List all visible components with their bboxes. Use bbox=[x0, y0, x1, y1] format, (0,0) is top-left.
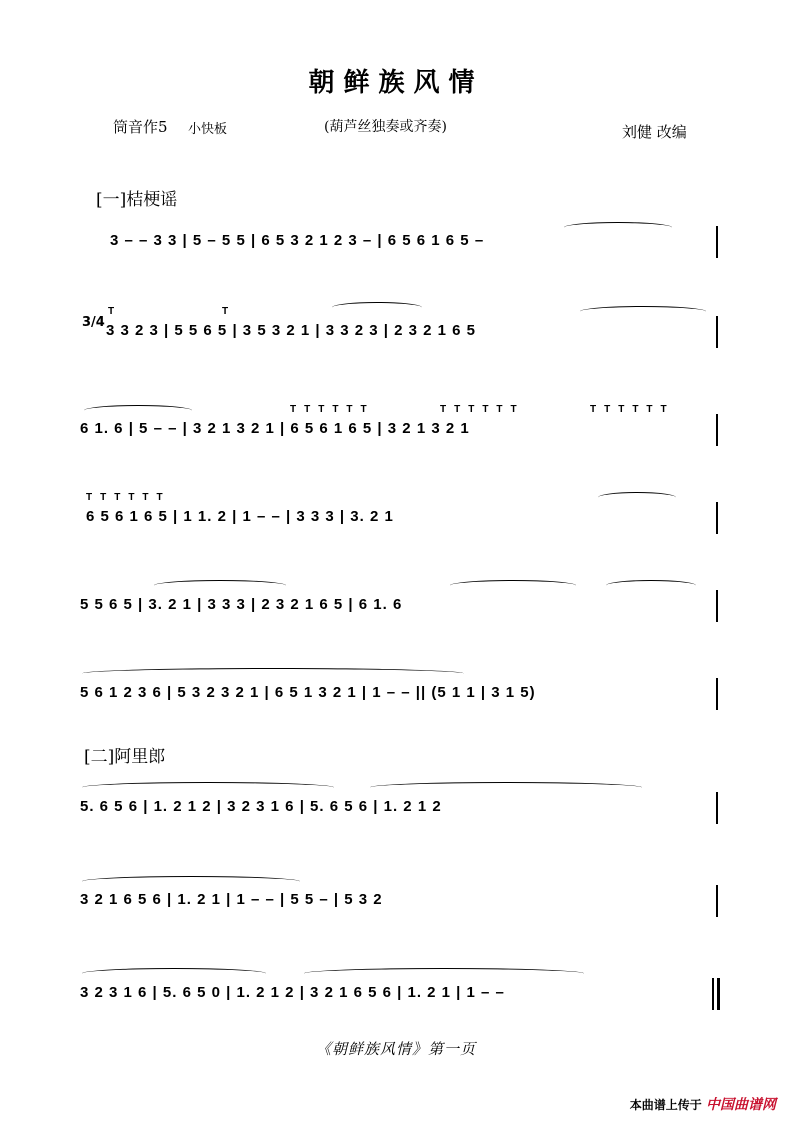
barline bbox=[716, 316, 718, 348]
slur-mark bbox=[370, 782, 642, 793]
staff-row-5: 5 5 6 5 | 3. 2 1 | 3 3 3 | 2 3 2 1 6 5 | 6 1. 6 bbox=[80, 596, 403, 613]
barline bbox=[716, 885, 718, 917]
barline bbox=[716, 590, 718, 622]
tempo-label: 小快板 bbox=[188, 122, 228, 137]
final-barline bbox=[717, 978, 720, 1010]
staff-row-8: 3 2 1 6 5 6 | 1. 2 1 | 1 – – | 5 5 – | 5 3 2 bbox=[80, 891, 383, 908]
slur-mark bbox=[580, 306, 706, 317]
tongue-marks: TTTTTT bbox=[290, 404, 375, 415]
tongue-mark: T bbox=[222, 306, 229, 317]
score-title: 朝鲜族风情 bbox=[308, 68, 484, 98]
barline bbox=[716, 226, 718, 258]
staff-row-3: 6 1. 6 | 5 – – | 3 2 1 3 2 1 | 6 5 6 1 6 5 | 3 2 1 3 2 1 bbox=[80, 420, 470, 437]
slur-mark bbox=[606, 580, 696, 591]
staff-row-9: 3 2 3 1 6 | 5. 6 5 0 | 1. 2 1 2 | 3 2 1 6 5 6 | 1. 2 1 | 1 – – bbox=[80, 984, 505, 1001]
slur-mark bbox=[450, 580, 576, 591]
barline bbox=[716, 678, 718, 710]
slur-mark bbox=[598, 492, 676, 503]
slur-mark bbox=[332, 302, 422, 313]
staff-row-7: 5. 6 5 6 | 1. 2 1 2 | 3 2 3 1 6 | 5. 6 5 6 | 1. 2 1 2 bbox=[80, 798, 442, 815]
staff-row-6: 5 6 1 2 3 6 | 5 3 2 3 2 1 | 6 5 1 3 2 1 | 1 – – || (5 1 1 | 3 1 5) bbox=[80, 684, 536, 701]
slur-mark bbox=[82, 782, 334, 793]
time-signature: 3/4 bbox=[82, 315, 105, 330]
instrument-note: (葫芦丝独奏或齐奏) bbox=[324, 119, 447, 135]
staff-row-4: 6 5 6 1 6 5 | 1 1. 2 | 1 – – | 3 3 3 | 3. 2 1 bbox=[86, 508, 394, 525]
tongue-marks: TTTTTT bbox=[590, 404, 675, 415]
key-label: 筒音作5 bbox=[113, 118, 168, 136]
slur-mark bbox=[84, 405, 192, 416]
credit-text: 本曲谱上传于 bbox=[629, 1098, 702, 1112]
slur-mark bbox=[82, 968, 266, 979]
section-2-label: [二]阿里郎 bbox=[84, 747, 166, 767]
barline bbox=[716, 792, 718, 824]
slur-mark bbox=[154, 580, 286, 591]
slur-mark bbox=[82, 668, 464, 679]
page-footer: 《朝鲜族风情》第一页 bbox=[315, 1040, 476, 1058]
staff-row-2: 3 3 2 3 | 5 5 6 5 | 3 5 3 2 1 | 3 3 2 3 | 2 3 2 1 6 5 bbox=[106, 322, 477, 339]
tongue-marks: TTTTTT bbox=[440, 404, 525, 415]
staff-row-1: 3 – – 3 3 | 5 – 5 5 | 6 5 3 2 1 2 3 – | 6 5 6 1 6 5 – bbox=[110, 232, 485, 249]
barline bbox=[716, 414, 718, 446]
barline bbox=[716, 502, 718, 534]
slur-mark bbox=[82, 876, 300, 887]
final-barline bbox=[712, 978, 714, 1010]
tongue-marks: TTTTTT bbox=[86, 492, 171, 503]
slur-mark bbox=[564, 222, 672, 233]
slur-mark bbox=[304, 968, 584, 979]
arranger-credit: 刘健 改编 bbox=[622, 123, 687, 141]
upload-credit bbox=[630, 1094, 776, 1114]
site-logo: 中国曲谱网 bbox=[706, 1097, 776, 1113]
tongue-mark: T bbox=[108, 306, 115, 317]
section-1-label: [一]桔梗谣 bbox=[96, 190, 178, 210]
